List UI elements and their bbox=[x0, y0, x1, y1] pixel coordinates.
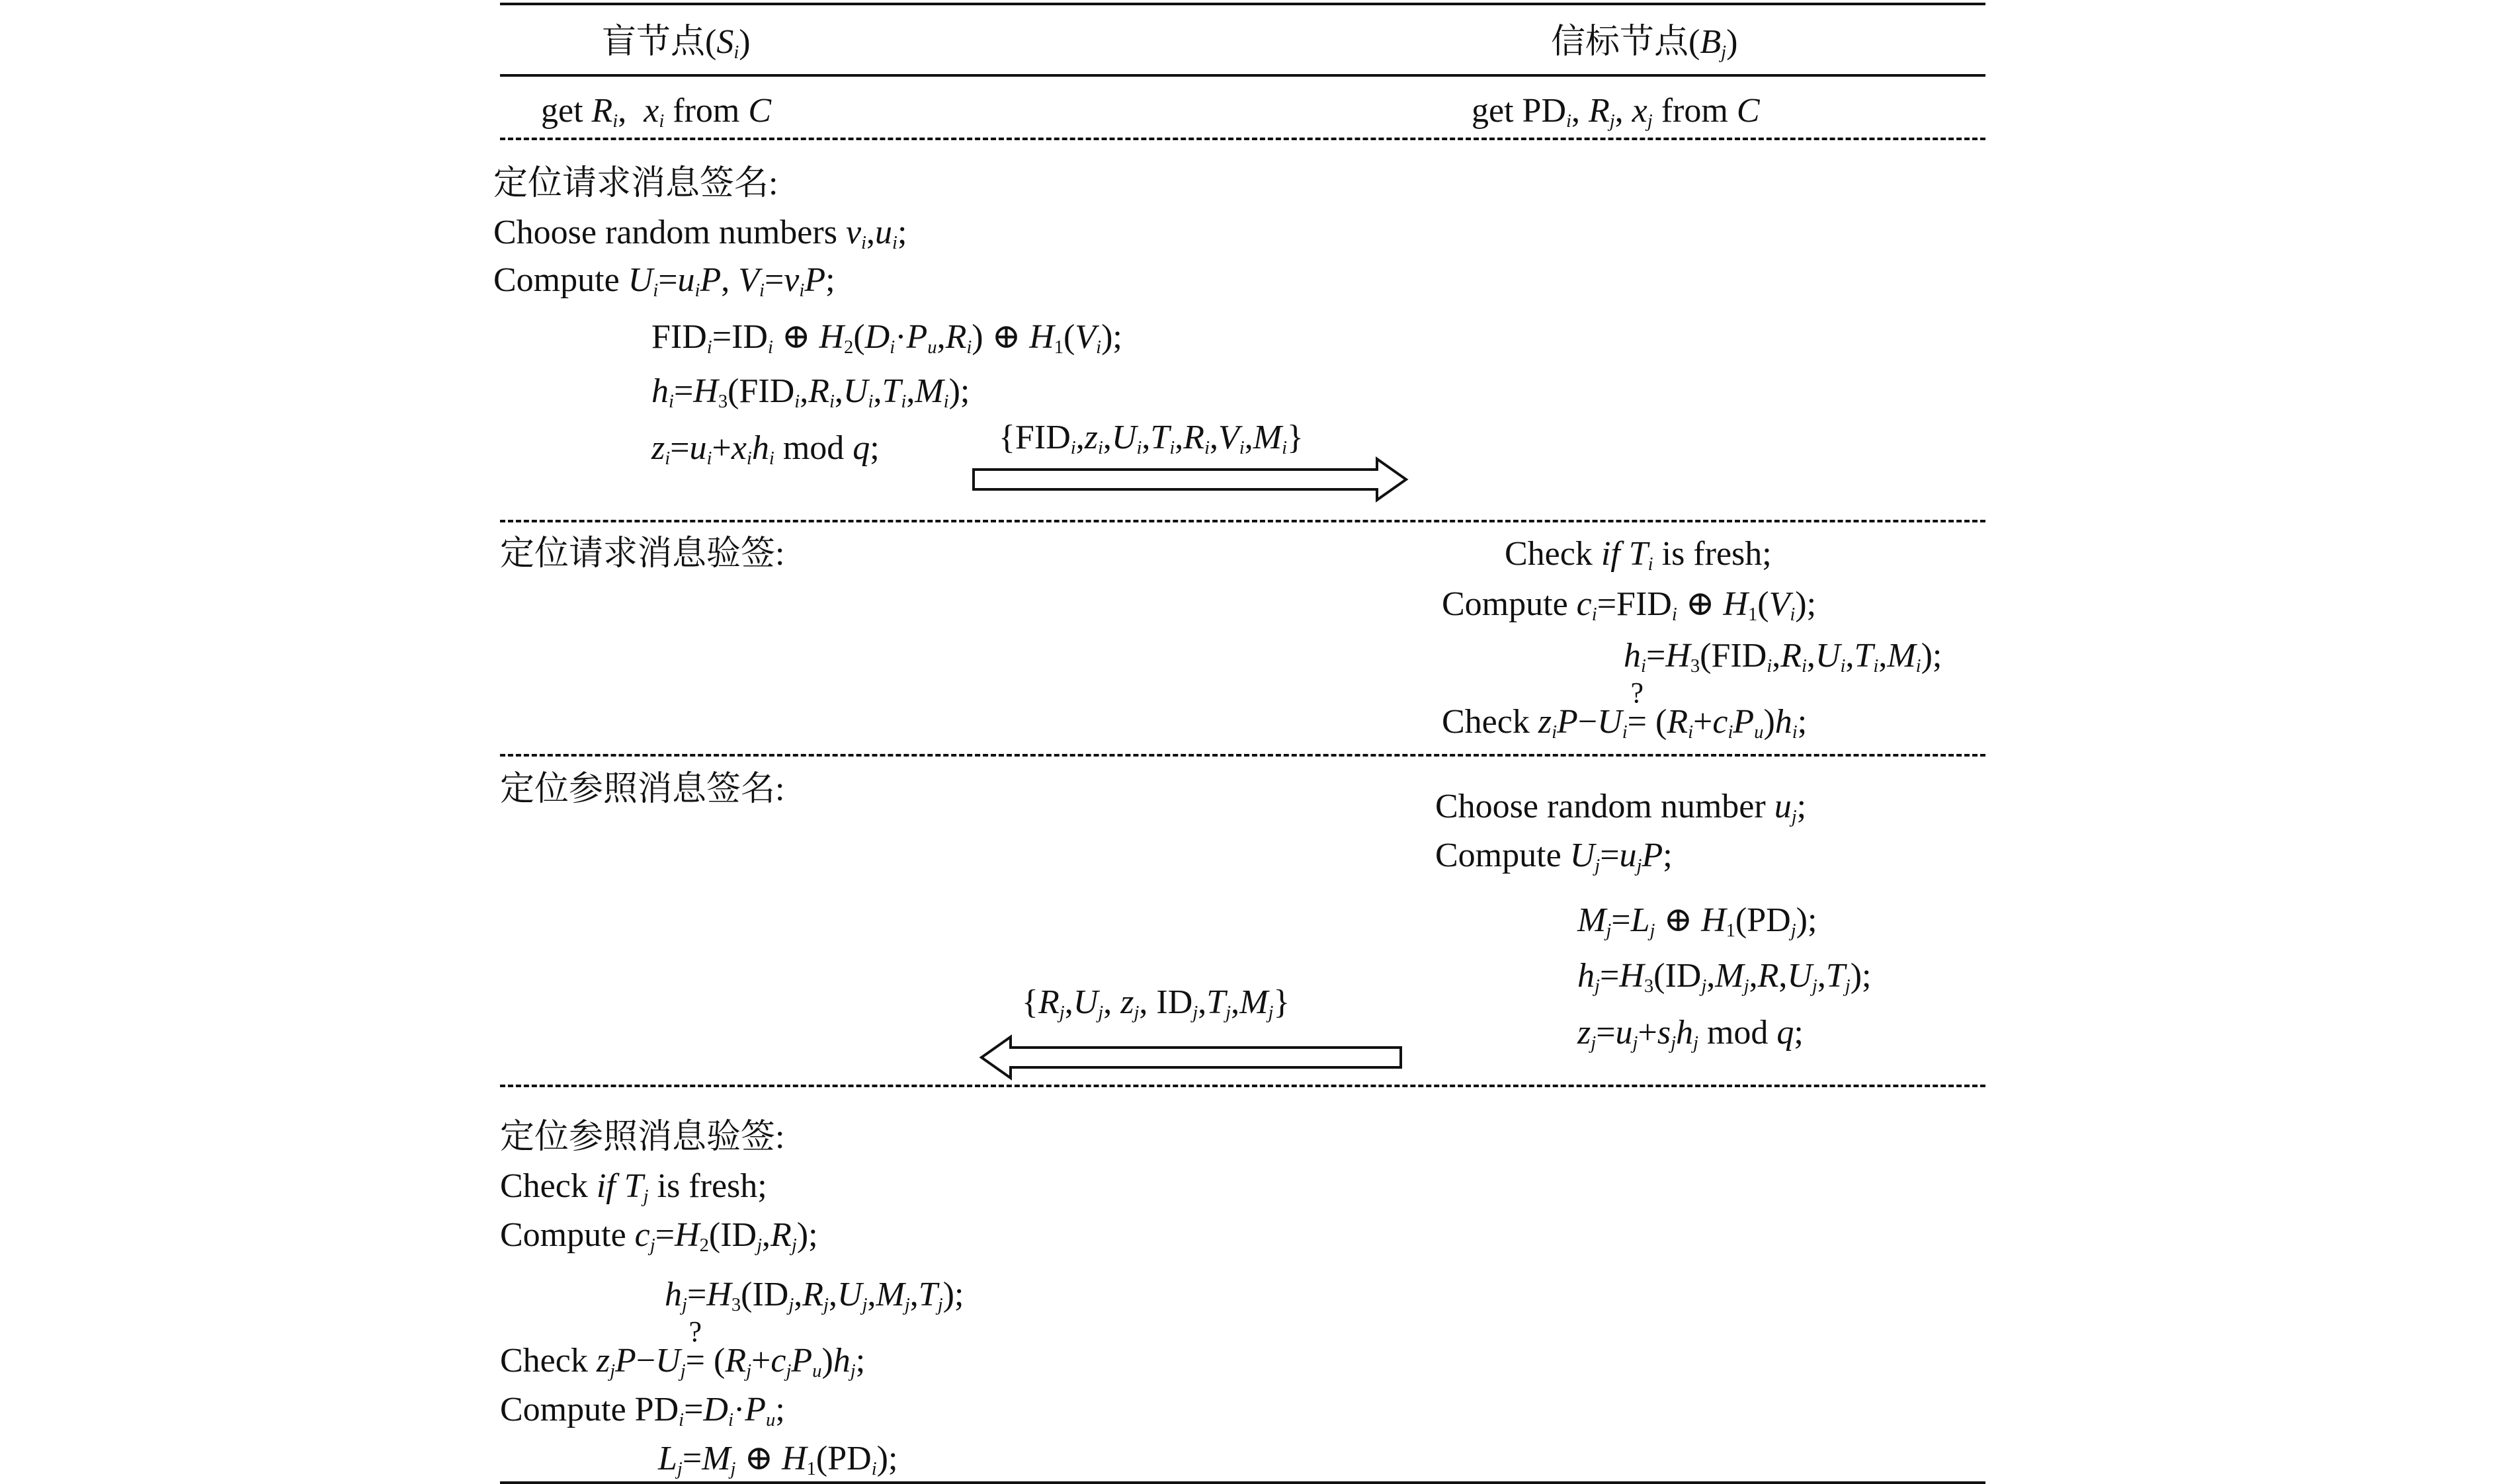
section-title-reference-verify: 定位参照消息验签: bbox=[500, 1118, 785, 1156]
s4-check: Check $z_jP-U_j=$ ? $(R_j+c_jP_u)h_j$; bbox=[500, 1315, 866, 1381]
s1-z: $z_i=u_i+x_ih_i$ mod q; bbox=[651, 429, 880, 469]
s4-hash: $h_j=H_3(ID_j,R_j,U_j,M_j,T_j)$; bbox=[665, 1276, 964, 1315]
s1-fid: $FID_i=ID_i$ ⊕ $H_2(D_i\cdot P_u,R_i)$ ⊕ $H_1(V_i)$; bbox=[651, 318, 1122, 358]
section-title-reference-sign: 定位参照消息签名: bbox=[500, 770, 785, 808]
s4-pd: Compute $PD_i=D_i\cdot P_u$; bbox=[500, 1391, 785, 1430]
top-rule bbox=[500, 3, 1985, 5]
s3-compute: Compute $U_j=u_jP$; bbox=[1435, 837, 1673, 876]
blind-node-header: 盲节点$(S_i)$ bbox=[602, 23, 751, 63]
header-rule bbox=[500, 74, 1985, 77]
msg2-label: {$R_j,U_j$, $z_j$, $ID_j,T_j,M_j$} bbox=[1022, 983, 1290, 1023]
arrow-right-msg1 bbox=[972, 456, 1409, 503]
s2-compute: Compute $c_i=FID_i$ ⊕ $H_1(V_i)$; bbox=[1442, 585, 1817, 625]
s1-choose: Choose random numbers $v_i,u_i$; bbox=[493, 214, 907, 253]
blind-node-setup: get $R_i$, $x_i$ from C bbox=[541, 92, 772, 132]
section-divider-1 bbox=[500, 138, 1985, 140]
s4-compute: Compute $c_j=H_2(ID_j,R_j)$; bbox=[500, 1216, 818, 1256]
s2-check: Check $z_iP-U_i=$ ? $(R_i+c_iP_u)h_i$; bbox=[1442, 677, 1808, 743]
s1-compute: Compute $U_i=u_iP$, $V_i=v_iP$; bbox=[493, 261, 835, 301]
s4-check-fresh: Check if $T_j$ is fresh; bbox=[500, 1167, 767, 1207]
s3-hash: $h_j=H_3(ID_j,M_j,R,U_j,T_j)$; bbox=[1577, 957, 1872, 997]
section-title-request-verify: 定位请求消息验签: bbox=[500, 535, 785, 573]
s4-l: $L_j=M_j$ ⊕ $H_1(PD_i)$; bbox=[658, 1440, 898, 1479]
section-divider-2 bbox=[500, 520, 1985, 522]
section-divider-3 bbox=[500, 754, 1985, 757]
arrow-left-msg2 bbox=[979, 1034, 1402, 1081]
s2-check-fresh: Check if $T_i$ is fresh; bbox=[1505, 535, 1772, 575]
s3-z: $z_j=u_j+s_jh_j$ mod q; bbox=[1577, 1014, 1804, 1053]
s1-hash: $h_i=H_3(FID_i,R_i,U_i,T_i,M_i)$; bbox=[651, 372, 970, 412]
section-divider-4 bbox=[500, 1085, 1985, 1087]
msg1-label: $\{FID_i,z_i,U_i,T_i,R_i,V_i,M_i\}$ bbox=[999, 419, 1304, 458]
s2-hash: $h_i=H_3(FID_i,R_i,U_i,T_i,M_i)$; bbox=[1624, 637, 1942, 677]
beacon-node-setup: get $PD_i$, $R_j$, $x_j$ from C bbox=[1472, 92, 1760, 132]
s3-choose: Choose random number $u_j$; bbox=[1435, 788, 1807, 827]
beacon-node-header: 信标节点$(B_j)$ bbox=[1551, 23, 1738, 63]
s3-m: $M_j=L_j$ ⊕ $H_1(PD_j)$; bbox=[1577, 901, 1817, 941]
section-title-request-sign: 定位请求消息签名: bbox=[493, 165, 778, 202]
bottom-rule bbox=[500, 1481, 1985, 1484]
